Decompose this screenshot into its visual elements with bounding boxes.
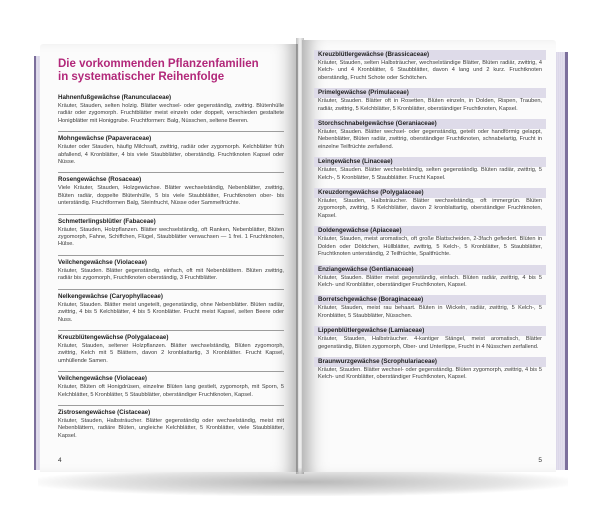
family-entry (318, 265, 542, 290)
family-name: Borretschgewächse (Boraginaceae) (314, 295, 546, 305)
family-entry (58, 405, 284, 440)
family-description: Kräuter, Stauden, meist aromatisch, oft große Blattscheiden, 2-3fach gefiedert. Blüten in Dolden oder Döldchen, Hüllblätter, zwittrig, 5 Kelch-, 5 Kronblätter, 5 Staubblätter, Fruchtknoten unterständig, 2 Teilfrüchte, Spaltfrüchte. (318, 236, 542, 258)
page-heading (58, 58, 284, 84)
family-name: Veilchengewächse (Violaceae) (58, 375, 147, 383)
family-entry (58, 330, 284, 365)
right-page-content (318, 50, 542, 388)
family-name: Schmetterlingsblütler (Fabaceae) (58, 217, 156, 225)
left-page-content (58, 58, 284, 446)
left-entry-list (58, 94, 284, 440)
family-description: Kräuter, Stauden, selten Halbsträucher, wechselständige Blätter, Blüten radiär, zwittrig, 4 Kelch- und 4 Kronblätter, 6 Staubblätter, davon 4 lang und 2 kurz. Fruchtknoten oberständig, Frucht Schote oder Schötchen. (318, 60, 542, 81)
family-entry (318, 295, 542, 320)
family-description: Kräuter, Stauden, selten holzig. Blätter wechsel- oder gegenständig, zwittrig. Blütenhülle radiär oder zygomorph. Fruchtblätter meist einzeln oder doppelt, verschieden gestaltete Honigblätter mit Honiggrube. Fruchtformen: Balg, Nüsschen, seltene Beeren. (58, 103, 284, 124)
family-name: Veilchengewächse (Violaceae) (58, 258, 147, 266)
family-name: Kreuzblütengewächse (Polygalaceae) (58, 333, 169, 341)
family-entry (58, 255, 284, 283)
family-name: Nelkengewächse (Caryophyllaceae) (58, 292, 163, 300)
family-name: Rosengewächse (Rosaceae) (58, 176, 142, 184)
family-description: Kräuter, Stauden, Holzpflanzen. Blätter wechselständig, oft Ranken, Nebenblätter, Blüten zygomorph, Fahne, Schiffchen, Flügel, Staubblätter verwachsen — 1 frei. 1 Fruchtknoten, Hülse. (58, 226, 284, 248)
family-description: Kräuter, Stauden. Blätter wechselständig, selten gegenständig. Blüten radiär, zwittrig, 5 Kelch-, 5 Kronblätter, 5 Staubblätter. Frucht Kapsel. (318, 167, 542, 181)
heading-line-1: Die vorkommenden Pflanzenfamilien (58, 58, 259, 70)
page-number-right: 5 (538, 457, 542, 464)
right-page (302, 40, 556, 472)
left-page (40, 44, 298, 472)
heading-line-2: in systematischer Reihenfolge (58, 71, 225, 83)
family-description: Kräuter, Stauden, meist rau behaart. Blüten in Wickeln, radiär, zwittrig, 5 Kelch-, 5 Kronblätter, 5 Staubblätter, Nüsschen. (318, 305, 542, 319)
family-entry (318, 226, 542, 258)
family-entry (58, 131, 284, 166)
family-name: Leingewächse (Linaceae) (314, 157, 546, 167)
right-page-edges (555, 52, 568, 470)
family-description: Kräuter, Stauden. Blätter meist gegenständig, einfach. Blüten radiär, zwittrig, 4 bis 5 Kelch- und Kronblätter, oberständiger Fruchtknoten, Kapsel. (318, 274, 542, 288)
family-name: Hahnenfußgewächse (Ranunculaceae) (58, 94, 172, 101)
family-name: Doldengewächse (Apiaceae) (314, 226, 546, 236)
family-description: Kräuter, Stauden. Blätter gegenständig, einfach, oft mit Nebenblättern. Blüten zwittrig, radiär bis zygomorph, Fruchtknoten oberständig, 3 Fruchtblätter. (58, 267, 284, 282)
family-name: Zistrosengewächse (Cistaceae) (58, 408, 151, 416)
family-entry (58, 289, 284, 324)
family-entry (58, 214, 284, 249)
family-description: Kräuter oder Stauden, häufig Milchsaft, zwittrig, radiär oder zygomorph. Kelchblätter früh abfallend, 4 Kronblätter, 4 bis viele Staubblätter, oberständig. Fruchtknoten Kapsel oder Nüsse. (58, 144, 284, 166)
family-description: Kräuter, Stauden, Halbsträucher. Blätter gegenständig oder wechselständig, meist mit Nebenblättern, radiäre Blüten, ungleiche Kelchblätter, 5 Kronblätter, viele Staubblätter, Kapsel. (58, 417, 284, 439)
family-description: Kräuter, Stauden. Blätter wechsel- oder gegenständig. Blüten zygomorph, zwittrig, 4 bis 5 Kelch- und Kronblätter, oberständiger Fruchtknoten, Kapsel. (318, 366, 542, 381)
family-description: Viele Kräuter, Stauden, Holzgewächse. Blätter wechselständig, Nebenblätter, zwittrig, Blüten radiär, doppelte Blütenhülle, 5 bis viele Staubblätter, Fruchtknoten ober- bis unterständig. Fruchtformen Balg, Steinfrucht, Nüsse oder Sammelfrüchte. (58, 185, 284, 207)
family-entry (318, 50, 542, 82)
family-entry (58, 172, 284, 207)
family-name: Primelgewächse (Primulaceae) (314, 88, 546, 98)
family-description: Kräuter, Blüten oft Honigdrüsen, einzelne Blüten lang gestielt, zygomorph, mit Sporn, 5 Kelchblätter, 5 Kronblätter, 5 Staubblätter, oberständiger Fruchtknoten, Kapsel. (58, 384, 284, 398)
family-name: Storchschnabelgewächse (Geraniaceae) (314, 119, 546, 129)
family-description: Kräuter, Stauden, seltener Holzpflanzen. Blätter wechselständig, Blüten zygomorph, zwittrig, Kelch mit 5 Blättern, davon 2 kronblattartig, 3 Kronblätter. Frucht Kapsel, umhüllende Samen. (58, 342, 284, 364)
family-name: Braunwurzgewächse (Scrophulariaceae) (314, 357, 546, 367)
family-name: Kreuzdorngewächse (Polygalaceae) (314, 188, 546, 198)
family-description: Kräuter, Stauden. Blätter wechsel- oder gegenständig, geteilt oder handförmig gelappt, Nebenblätter, Blüten radiär, zwittrig, oberständiger Fruchtknoten, schnabelartig, Frucht in einzelne Teilfrüchte zerfallend. (318, 129, 542, 150)
family-description: Kräuter, Stauden, Halbsträucher. 4-kantiger Stängel, meist aromatisch, Blätter gegenständig, Blüten zygomorph, Ober- und Unterlippe, Frucht in 4 Nüsschen zerfallend. (318, 336, 542, 350)
family-entry (318, 157, 542, 182)
family-name: Mohngewächse (Papaveraceae) (58, 135, 152, 143)
family-description: Kräuter, Stauden, Halbsträucher. Blätter wechselständig, oft immergrün. Blüten zygomorph, zwittrig, 5 Kelchblätter, davon 2 kronblattartig, oberständiger Fruchtknoten, Kapsel. (318, 198, 542, 219)
family-description: Kräuter, Stauden. Blätter meist ungeteilt, gegenständig, ohne Nebenblätter. Blüten radiär, zwittrig, 4 bis 5 Kelchblätter, 4 bis 5 Kronblätter. Frucht meist Kapsel, selten Beere oder Nuss. (58, 301, 284, 323)
right-entry-list (318, 50, 542, 382)
family-name: Enziangewächse (Gentianaceae) (314, 265, 546, 275)
family-description: Kräuter, Stauden. Blätter oft in Rosetten, Blüten einzeln, in Dolden, Rispen, Trauben, radiär, zwittrig, 5 Kelchblätter, 5 Kronblätter, oberständiger Fruchtknoten, Kapsel. (318, 98, 542, 112)
family-entry (318, 119, 542, 151)
family-entry (58, 94, 284, 125)
family-name: Lippenblütlergewächse (Lamiaceae) (314, 326, 546, 336)
family-entry (58, 371, 284, 399)
family-entry (318, 88, 542, 113)
page-number-left: 4 (58, 457, 62, 464)
family-entry (318, 326, 542, 351)
family-entry (318, 357, 542, 382)
family-name: Kreuzblütlergewächse (Brassicaceae) (314, 50, 546, 60)
family-entry (318, 188, 542, 220)
